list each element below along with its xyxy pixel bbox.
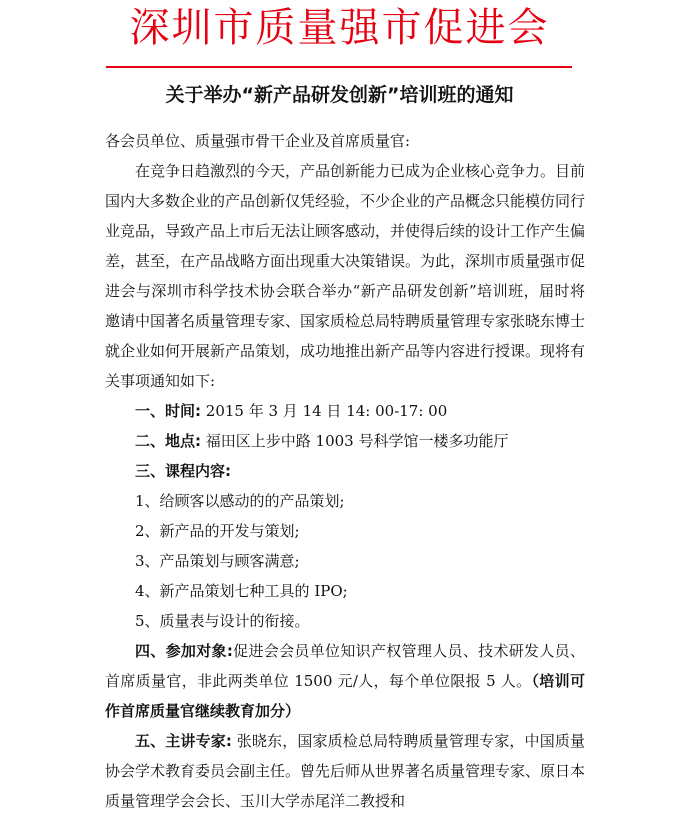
audience-label: 四、参加对象: [135, 642, 233, 660]
notice-title: 关于举办“新产品研发创新”培训班的通知 [165, 84, 514, 106]
speaker-value: 张晓东，国家质检总局特聘质量管理专家，中国质量协会学术教育委员会副主任。曾先后师从世界著名质量管理专家、原日本质量管理学会会长、玉川大学赤尾洋二教授和 [105, 732, 586, 810]
organization-name: 深圳市质量强市促进会 [129, 5, 550, 51]
location-label: 二、地点: [135, 432, 201, 450]
audience-note: （培训可作首席质量官继续教育加分） [105, 672, 585, 720]
header-divider [106, 66, 572, 68]
salutation: 各会员单位、质量强市骨干企业及首席质量官: [105, 132, 411, 150]
audience-paragraph [105, 636, 585, 726]
course-label: 三、课程内容: [135, 462, 231, 480]
course-item: 1、给顾客以感动的的产品策划; [135, 492, 345, 510]
course-item: 3、产品策划与顾客满意; [135, 552, 300, 570]
time-value: 2015 年 3 月 14 日 14: 00-17: 00 [205, 402, 448, 420]
audience-value: 促进会会员单位知识产权管理人员、技术研发人员、首席质量官，非此两类单位 1500 元/人，每个单位限报 5 人。 [105, 642, 585, 690]
course-item: 5、质量表与设计的衔接。 [135, 612, 310, 630]
location-value: 福田区上步中路 1003 号科学馆一楼多功能厅 [205, 432, 509, 450]
course-item: 2、新产品的开发与策划; [135, 522, 300, 540]
speaker-paragraph [105, 726, 585, 816]
time-line [105, 396, 585, 426]
course-item: 4、新产品策划七种工具的 IPO; [135, 582, 348, 600]
time-label: 一、时间: [135, 402, 201, 420]
course-heading [105, 456, 585, 486]
intro-paragraph: 在竞争日趋激烈的今天，产品创新能力已成为企业核心竞争力。目前国内大多数企业的产品创新仅凭经验，不少企业的产品概念只能模仿同行业竞品，导致产品上市后无法让顾客感动，并使得后续的设计工作产生偏差，甚至，在产品战略方面出现重大决策错误。为此，深圳市质量强市促进会与深圳市科学技术协会联合举办“新产品研发创新”培训班，届时将邀请中国著名质量管理专家、国家质检总局特聘质量管理专家张晓东博士就企业如何开展新产品策划，成功地推出新产品等内容进行授课。现将有关事项通知如下: [105, 162, 586, 390]
speaker-label: 五、主讲专家: [135, 732, 232, 750]
notice-body [105, 126, 585, 816]
location-line [105, 426, 585, 456]
